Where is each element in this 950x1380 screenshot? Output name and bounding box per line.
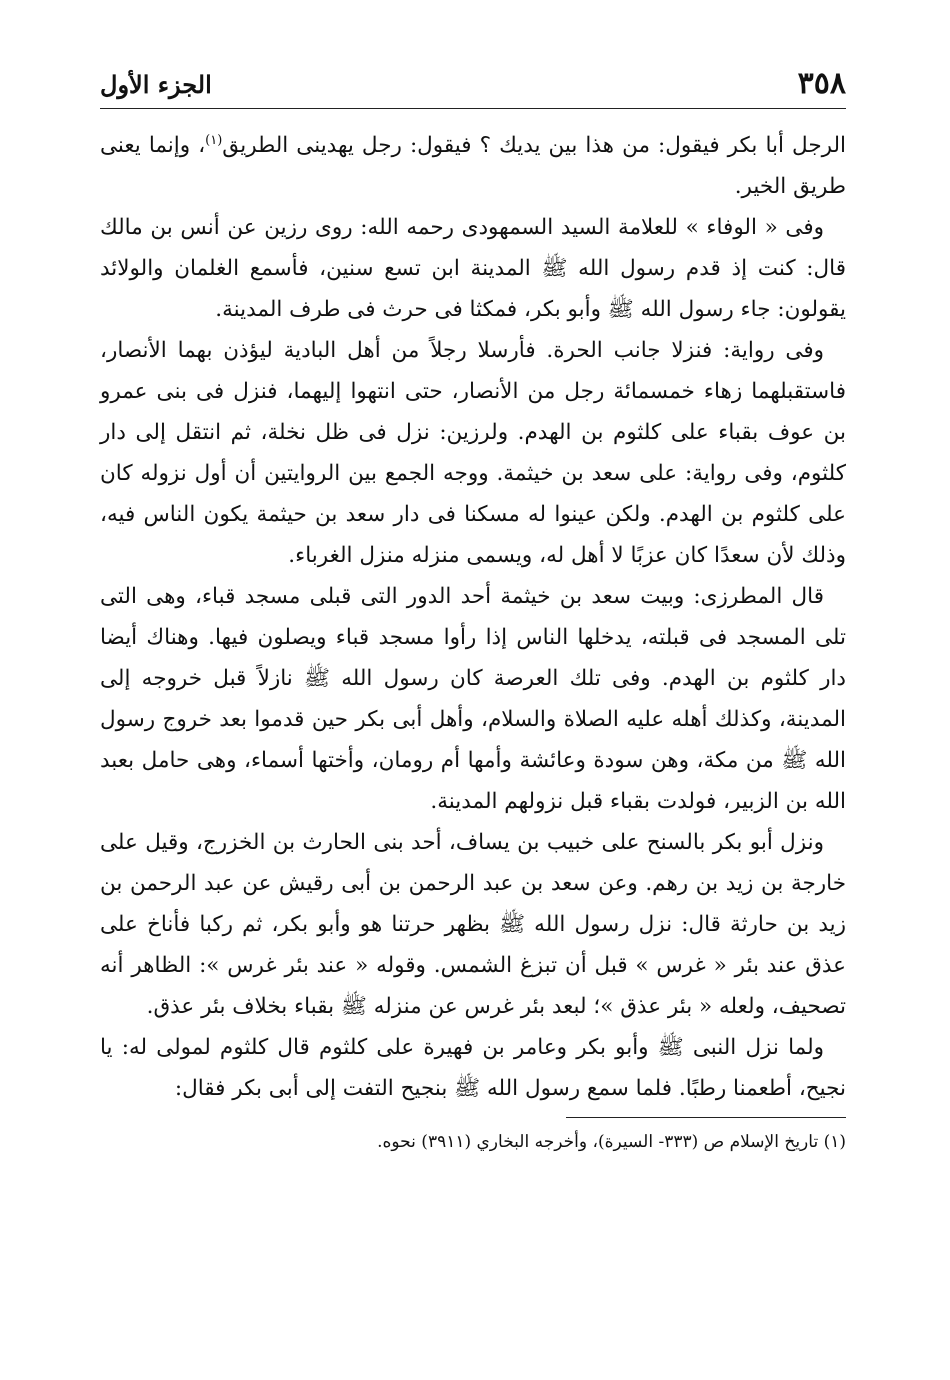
paragraph: وفى رواية: فنزلا جانب الحرة. فأرسلا رجلاً من أهل البادية ليؤذن بهما الأنصار، فاستقبلهما زهاء خمسمائة رجل من الأنصار، حتى انتهوا إليهما، فنزل فى بنى عمرو بن عوف بقباء على كلثوم بن الهدم. ولرزين: نزل فى ظل نخلة، ثم انتقل إلى دار كلثوم، وفى رواية: على سعد بن خيثمة. ووجه الجمع بين الروايتين أن أول نزوله كان على كلثوم بن الهدم. ولكن عينوا له مسكنا فى دار سعد بن حيثمة يكون الناس فيه، وذلك لأن سعدًا كان عزبًا لا أهل له، ويسمى منزله منزل الغرباء. xyxy=(100,338,846,568)
paragraph xyxy=(100,125,846,207)
paragraph: ونزل أبو بكر بالسنح على خبيب بن يساف، أحد بنى الحارث بن الخزرج، وقيل على خارجة بن زيد بن رهم. وعن سعد بن عبد الرحمن بن أبى رقيش عن عبد الرحمن بن زيد بن حارثة قال: نزل رسول الله ﷺ بظهر حرتنا هو وأبو بكر، ثم ركبا فأناخ على عذق عند بئر « غرس » قبل أن تبزغ الشمس. وقوله « عند بئر غرس »: الظاهر أنه تصحيف، ولعله « بئر عذق »؛ لبعد بئر غرس عن منزله ﷺ بقباء بخلاف بئر عذق. xyxy=(100,830,846,1019)
page-header xyxy=(100,60,846,109)
paragraph: ولما نزل النبى ﷺ وأبو بكر وعامر بن فهيرة على كلثوم قال كلثوم لمولى له: يا نجيح، أطعمنا رطبًا. فلما سمع رسول الله ﷺ بنجيح التفت إلى أبى بكر فقال: xyxy=(100,1035,846,1101)
footnote: (١) تاريخ الإسلام ص (٣٣٣- السيرة)، وأخرجه البخاري (٣٩١١) نحوه. xyxy=(377,1132,846,1152)
body-text xyxy=(100,125,846,1109)
footnote-divider xyxy=(566,1117,846,1118)
paragraph-text: ، وإنما يعنى طريق الخير. xyxy=(100,133,846,199)
paragraph-text: الرجل أبا بكر فيقول: من هذا بين يديك ؟ فيقول: رجل يهدينى الطريق xyxy=(222,133,846,158)
footnote-marker[interactable]: (١) xyxy=(205,132,223,148)
running-title: الجزء الأول xyxy=(100,70,212,99)
paragraph: قال المطرزى: وبيت سعد بن خيثمة أحد الدور التى قبلى مسجد قباء، وهى التى تلى المسجد فى قبلته، يدخلها الناس إذا رأوا مسجد قباء ويصلون فيها. وهناك أيضا دار كلثوم بن الهدم. وفى تلك العرصة كان رسول الله ﷺ نازلاً قبل خروجه إلى المدينة، وكذلك أهله عليه الصلاة والسلام، وأهل أبى بكر حين قدموا بعد خروج رسول الله ﷺ من مكة، وهن سودة وعائشة وأمها أم رومان، وأختها أسماء، وهى حامل بعبد الله بن الزبير، فولدت بقباء قبل نزولهم المدينة. xyxy=(100,584,846,814)
paragraph: وفى « الوفاء » للعلامة السيد السمهودى رحمه الله: روى رزين عن أنس بن مالك قال: كنت إذ قدم رسول الله ﷺ المدينة ابن تسع سنين، فأسمع الغلمان والولائد يقولون: جاء رسول الله ﷺ وأبو بكر، فمكثا فى حرث فى طرف المدينة. xyxy=(100,215,846,322)
book-page xyxy=(100,60,846,1360)
page-number: ٣٥٨ xyxy=(797,66,846,101)
